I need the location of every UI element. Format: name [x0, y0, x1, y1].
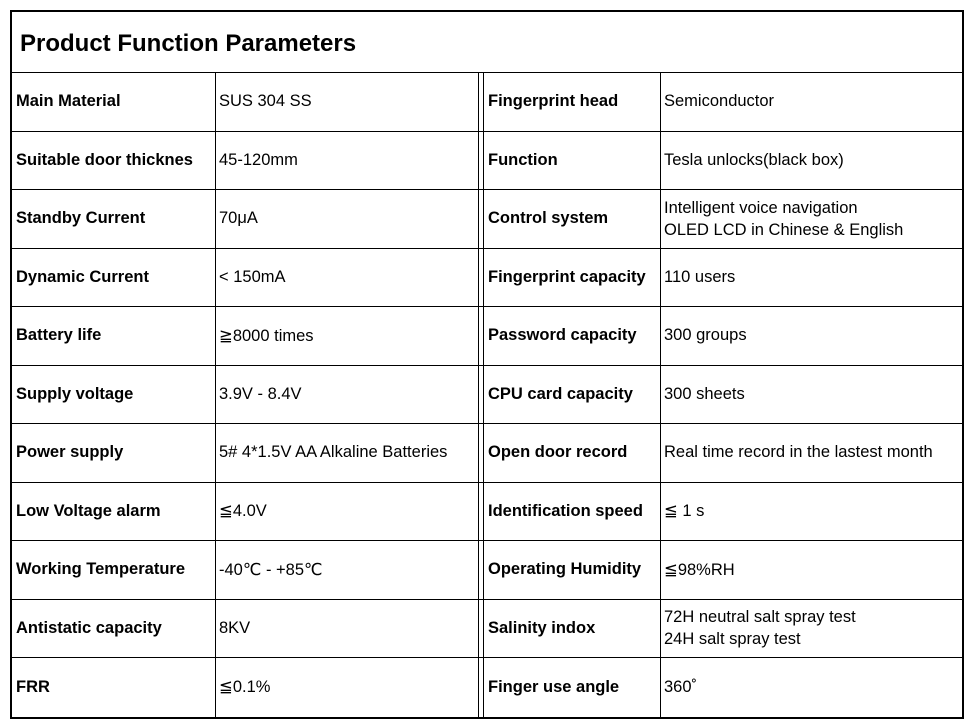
param-value-left: 70μA	[219, 209, 258, 228]
param-value-right: Intelligent voice navigation OLED LCD in Chinese & English	[664, 198, 904, 239]
param-value-right: 300 sheets	[664, 384, 745, 403]
param-value-left: 8KV	[219, 618, 251, 637]
param-value-left: 5# 4*1.5V AA Alkaline Batteries	[219, 443, 448, 462]
param-label-right: Password capacity	[488, 326, 637, 345]
table-row	[12, 307, 962, 366]
table-row	[12, 366, 962, 425]
table-row	[12, 73, 962, 132]
param-label-left: Working Temperature	[16, 560, 186, 579]
param-value-left: < 150mA	[219, 267, 286, 286]
column-divider	[215, 73, 216, 717]
param-label-right: Identification speed	[488, 501, 643, 520]
param-label-left: Suitable door thicknes	[16, 150, 193, 169]
param-value-left: 45-120mm	[219, 150, 298, 169]
table-row	[12, 249, 962, 308]
param-value-left: 3.9V - 8.4V	[219, 384, 302, 403]
center-double-divider	[483, 73, 484, 717]
param-label-left: Antistatic capacity	[16, 618, 162, 637]
param-value-left: ≧8000 times	[219, 326, 314, 345]
param-label-right: Salinity indox	[488, 618, 596, 637]
table-row	[12, 424, 962, 483]
param-label-right: Fingerprint capacity	[488, 267, 646, 286]
param-value-right: 110 users	[664, 267, 736, 286]
parameter-table	[10, 10, 964, 719]
param-value-left: SUS 304 SS	[219, 92, 312, 111]
table-row	[12, 658, 962, 717]
param-label-left: Dynamic Current	[16, 267, 149, 286]
center-double-divider	[478, 73, 479, 717]
param-value-right: Semiconductor	[664, 92, 775, 111]
param-value-right: ≦ 1 s	[664, 502, 705, 521]
param-value-right: ≦98%RH	[664, 560, 735, 579]
column-divider	[660, 73, 661, 717]
param-label-right: Open door record	[488, 443, 628, 462]
param-label-left: Standby Current	[16, 209, 146, 228]
table-title: Product Function Parameters	[20, 30, 357, 57]
table-row	[12, 483, 962, 542]
param-value-right: Tesla unlocks(black box)	[664, 150, 844, 169]
param-label-right: CPU card capacity	[488, 384, 633, 403]
param-value-right: 300 groups	[664, 326, 747, 345]
table-row	[12, 600, 962, 659]
parameter-grid	[12, 73, 962, 717]
param-label-left: Supply voltage	[16, 384, 134, 403]
param-value-left: ≦4.0V	[219, 502, 267, 521]
param-label-right: Function	[488, 150, 558, 169]
param-label-right: Control system	[488, 209, 609, 228]
param-label-left: Low Voltage alarm	[16, 501, 161, 520]
table-row	[12, 132, 962, 191]
param-label-left: Battery life	[16, 326, 102, 345]
param-value-right: 360˚	[664, 677, 698, 696]
param-label-right: Finger use angle	[488, 677, 620, 696]
param-label-left: Main Material	[16, 92, 121, 111]
param-label-left: Power supply	[16, 443, 124, 462]
param-label-left: FRR	[16, 677, 50, 696]
table-row	[12, 541, 962, 600]
table-row	[12, 190, 962, 249]
table-title-bar	[12, 12, 962, 73]
param-value-left: ≦0.1%	[219, 678, 271, 697]
param-value-right: Real time record in the lastest month	[664, 443, 933, 462]
param-value-left: -40℃ - +85℃	[219, 560, 323, 579]
param-label-right: Fingerprint head	[488, 92, 619, 111]
param-value-right: 72H neutral salt spray test 24H salt spray test	[664, 608, 856, 649]
param-label-right: Operating Humidity	[488, 560, 642, 579]
